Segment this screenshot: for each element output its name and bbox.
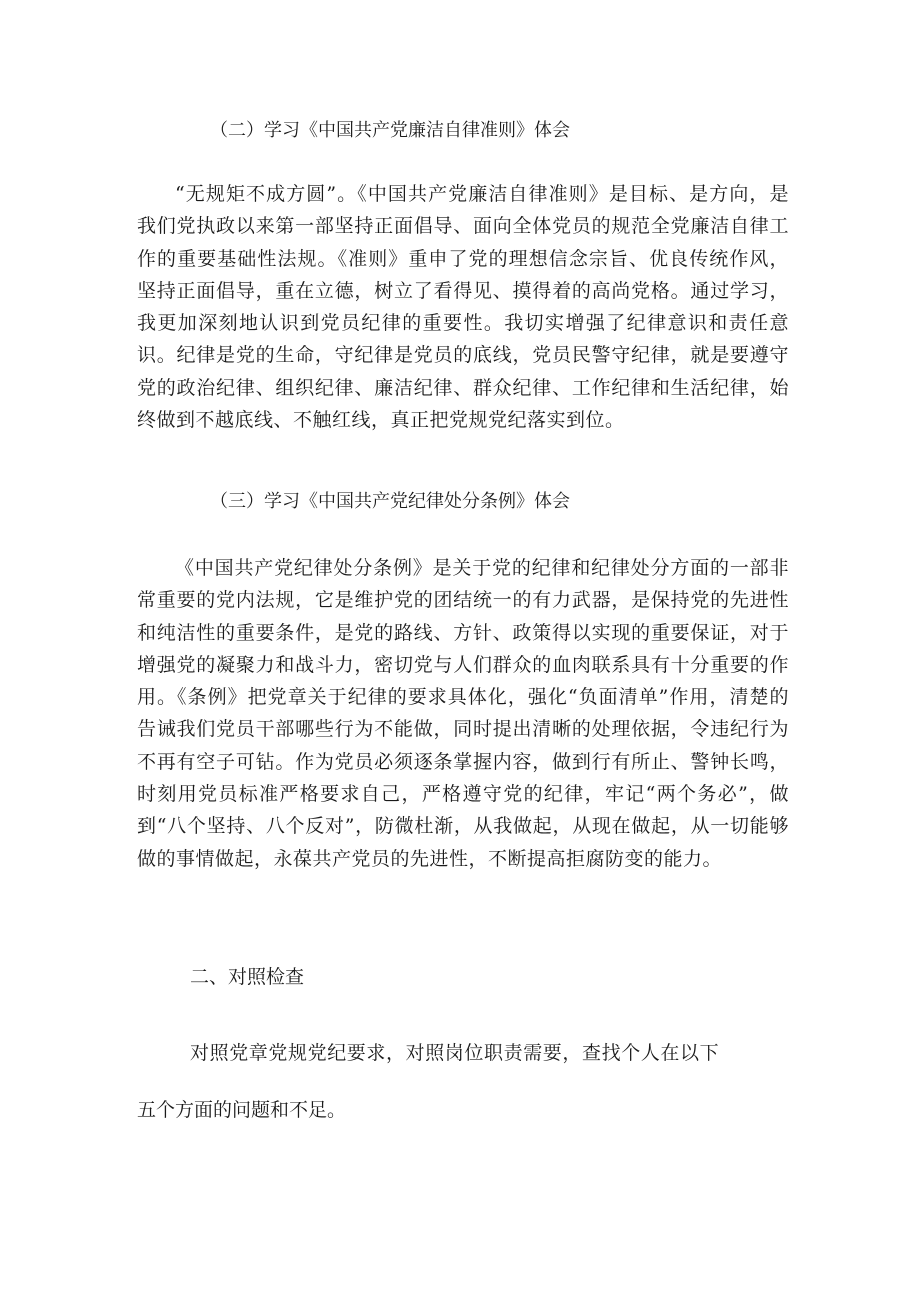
section-body-2: “无规矩不成方圆”。《中国共产党廉洁自律准则》是目标、是方向，是我们党执政以来第一部坚持正面倡导、面向全体党员的规范全党廉洁自律工作的重要基础性法规。《准则》重申了党的理想信念宗旨、优良传统作风，坚持正面倡导，重在立德，树立了看得见、摸得着的高尚党格。通过学习，我更加深刻地认识到党员纪律的重要性。我切实增强了纪律意识和责任意识。纪律是党的生命，守纪律是党员的底线，党员民警守纪律，就是要遵守党的政治纪律、组织纪律、廉洁纪律、群众纪律、工作纪律和生活纪律，始终做到不越底线、不触红线，真正把党规党纪落实到位。	[137, 183, 789, 432]
part-two-line-2: 五个方面的问题和不足。	[137, 1099, 347, 1121]
part-two-line-1: 对照党章党规党纪要求，对照岗位职责需要，查找个人在以下	[190, 1042, 720, 1064]
section-body-3: 《中国共产党纪律处分条例》是关于党的纪律和纪律处分方面的一部非常重要的党内法规，它是维护党的团结统一的有力武器，是保持党的先进性和纯洁性的重要条件，是党的路线、方针、政策得以实现的重要保证，对于增强党的凝聚力和战斗力，密切党与人们群众的血肉联系具有十分重要的作用。《条例》把党章关于纪律的要求具体化，强化“负面清单”作用，清楚的告诫我们党员干部哪些行为不能做，同时提出清晰的处理依据，令违纪行为不再有空子可钻。作为党员必须逐条掌握内容，做到行有所止、警钟长鸣，时刻用党员标准严格要求自己，严格遵守党的纪律，牢记“两个务必”，做到“八个坚持、八个反对”，防微杜渐，从我做起，从现在做起，从一切能够做的事情做起，永葆共产党员的先进性，不断提高拒腐防变的能力。	[137, 557, 789, 870]
section-heading-2: （二）学习《中国共产党廉洁自律准则》体会	[210, 120, 570, 141]
part-two-heading: 二、对照检查	[190, 966, 305, 988]
section-heading-3: （三）学习《中国共产党纪律处分条例》体会	[210, 491, 570, 512]
